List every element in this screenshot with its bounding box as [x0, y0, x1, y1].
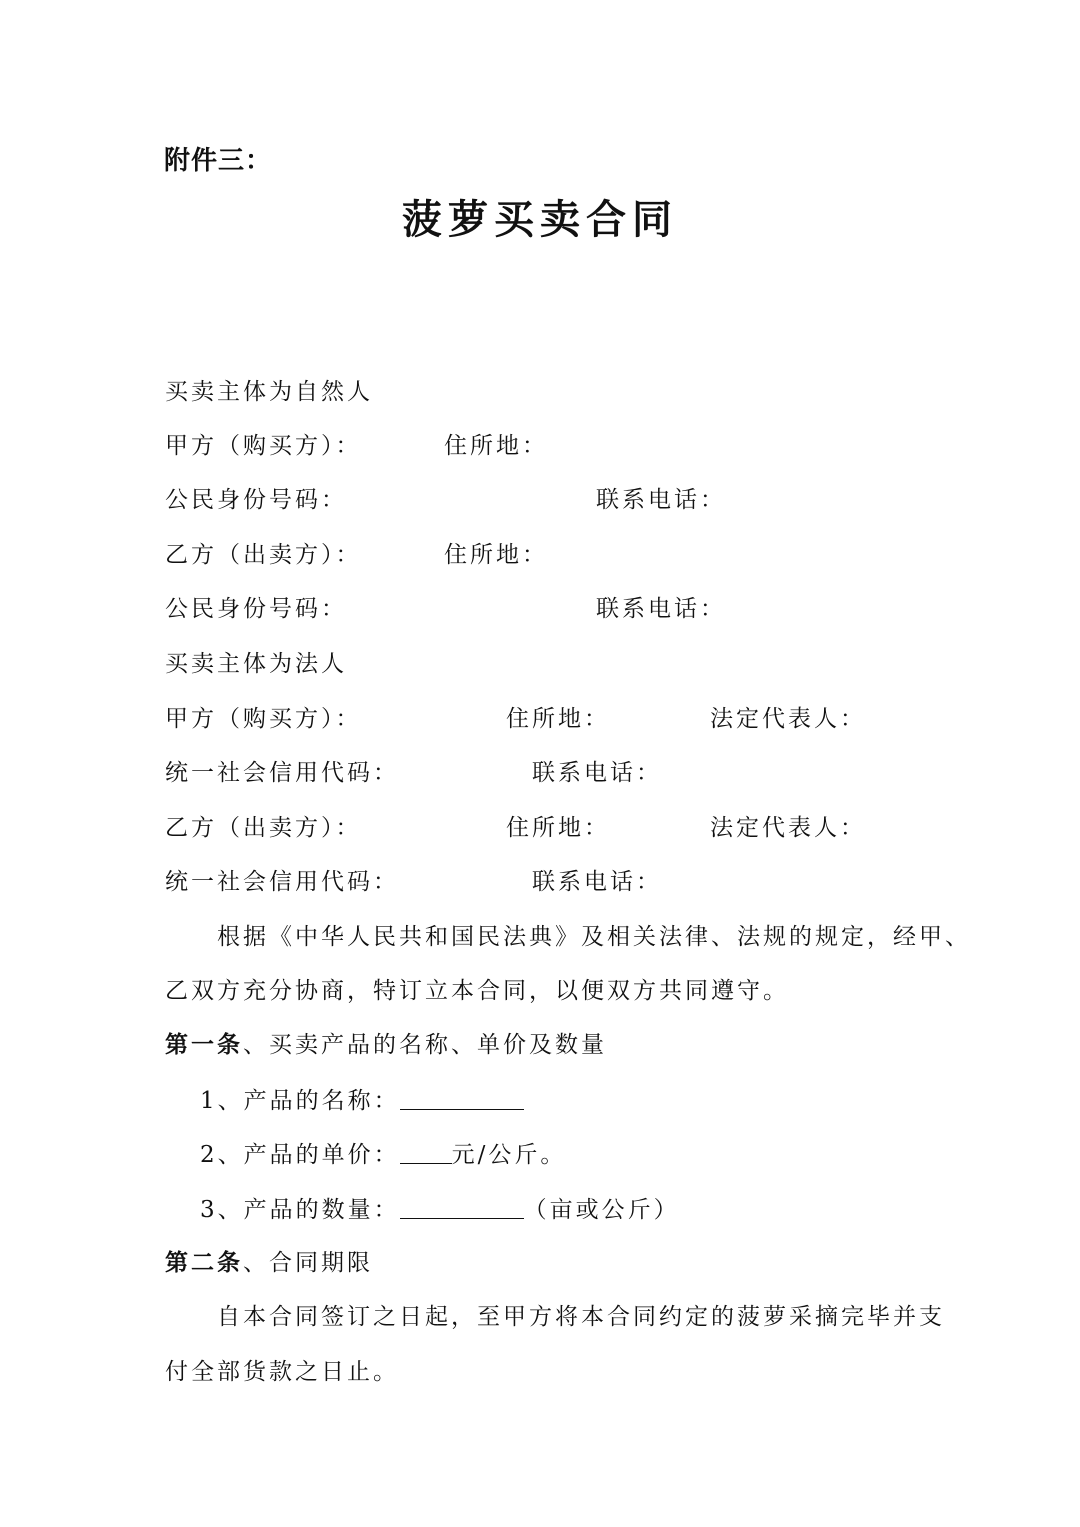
article-1-number: 第一条	[165, 1031, 243, 1058]
natural-party-a-label: 甲方（购买方）：	[165, 433, 362, 459]
article-1-item-1	[200, 1085, 524, 1116]
preamble-line-2: 乙双方充分协商，特订立本合同，以便双方共同遵守。	[165, 978, 789, 1004]
page-title: 菠萝买卖合同	[402, 196, 678, 243]
article-1-item-3	[200, 1194, 680, 1225]
natural-party-b-phone-label: 联系电话：	[596, 596, 726, 622]
natural-party-a-address-label: 住所地：	[444, 433, 548, 459]
preamble-line-1: 根据《中华人民共和国民法典》及相关法律、法规的规定，经甲、	[217, 924, 971, 950]
natural-party-a-phone-label: 联系电话：	[596, 487, 726, 513]
natural-person-heading: 买卖主体为自然人	[165, 379, 373, 405]
product-name-blank	[400, 1085, 524, 1110]
article-2-line-2: 付全部货款之日止。	[165, 1359, 399, 1385]
legal-party-b-code-label: 统一社会信用代码：	[165, 869, 399, 895]
legal-party-a-code-label: 统一社会信用代码：	[165, 760, 399, 786]
legal-party-b-phone-label: 联系电话：	[532, 869, 662, 895]
product-quantity-label: 3、产品的数量：	[200, 1197, 400, 1223]
product-price-blank	[400, 1139, 452, 1164]
article-2-heading	[165, 1248, 373, 1278]
legal-party-a-phone-label: 联系电话：	[532, 760, 662, 786]
article-1-title: 、买卖产品的名称、单价及数量	[243, 1032, 607, 1058]
legal-party-a-rep-label: 法定代表人：	[710, 706, 866, 732]
product-price-unit: 元/公斤。	[451, 1142, 567, 1168]
product-quantity-blank	[400, 1194, 524, 1219]
legal-party-a-label: 甲方（购买方）：	[165, 706, 362, 732]
natural-party-b-label: 乙方（出卖方）：	[165, 542, 362, 568]
legal-person-heading: 买卖主体为法人	[165, 651, 347, 677]
article-2-title: 、合同期限	[243, 1250, 373, 1276]
article-1-heading	[165, 1030, 607, 1060]
product-quantity-unit: （亩或公斤）	[523, 1197, 680, 1223]
natural-party-b-address-label: 住所地：	[444, 542, 548, 568]
legal-party-b-address-label: 住所地：	[506, 815, 610, 841]
product-price-label: 2、产品的单价：	[200, 1142, 400, 1168]
legal-party-a-address-label: 住所地：	[506, 706, 610, 732]
legal-party-b-label: 乙方（出卖方）：	[165, 815, 362, 841]
article-2-line-1: 自本合同签订之日起，至甲方将本合同约定的菠萝采摘完毕并支	[217, 1304, 945, 1330]
legal-party-b-rep-label: 法定代表人：	[710, 815, 866, 841]
natural-party-a-id-label: 公民身份号码：	[165, 487, 347, 513]
article-2-number: 第二条	[165, 1249, 243, 1276]
natural-party-b-id-label: 公民身份号码：	[165, 596, 347, 622]
article-1-item-2	[200, 1139, 566, 1170]
product-name-label: 1、产品的名称：	[200, 1088, 400, 1114]
attachment-label: 附件三：	[164, 146, 273, 176]
